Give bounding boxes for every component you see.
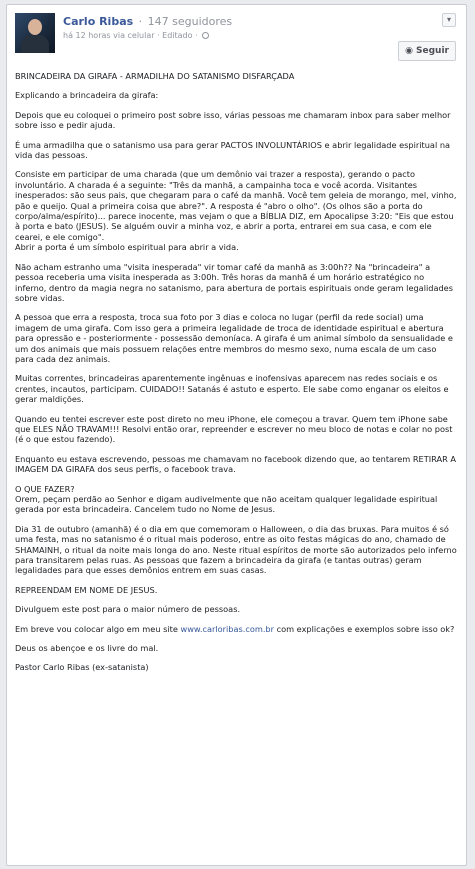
site-link[interactable]: www.carloribas.com.br — [180, 623, 274, 634]
post-title: BRINCADEIRA DA GIRAFA - ARMADILHA DO SATANISMO DISFARÇADA — [15, 71, 295, 81]
rss-icon: ◉ — [405, 46, 414, 56]
post-paragraph: É uma armadilha que o satanismo usa para gerar PACTOS INVOLUNTÁRIOS e abrir legalidade espiritual na vida das pessoas. — [15, 139, 451, 161]
post-text: Orem, peçam perdão ao Senhor e digam audivelmente que não aceitam qualquer legalidade espiritual gerada por esta brincadeira. Cancelem tudo no Nome de Jesus. — [15, 494, 438, 515]
avatar-head — [28, 19, 42, 35]
avatar-body — [21, 35, 49, 53]
post-paragraph: Enquanto eu estava escrevendo, pessoas me chamavam no facebook dizendo que, ao tentarem RETIRAR A IMAGEM DA GIRAFA dos seus perfis, o facebook trava. — [15, 453, 456, 475]
post-paragraph: Não acham estranho uma "visita inesperada" vir tomar café da manhã as 3:00h?? Na "brincadeira" a pessoa receberia uma visita inesperada as 3:00h. Três horas da manhã é um horário estratégico no inferno, dentro da magia negra no satanismo, para abertura de portais espirituais onde geram legalidades sobre vidas. — [15, 261, 453, 303]
post-card — [6, 4, 467, 866]
post-text: Consiste em participar de uma charada (que um demônio vai trazer a resposta), gerando o pacto involuntário. A charada é a seguinte: "Três da manhã, a campainha toca e você acorda. Visitantes inesperados: são seus pais, que chegaram para o café da manhã. Você tem geleia de morango, mel, vinho, pão e queijo. Qual a primeira coisa que abre?". A resposta é "abro o olho". (Os olhos são a porta do corpo/alma/espírito)... parece inocente, mas vejam o que a BÍBLIA DIZ, em Apocalipse 3:20: "Eis que estou à porta e bato (JESUS). Se alguém ouvir a minha voz, e abrir a porta, entrarei em sua casa, e com ele cearei, e ele comigo". — [15, 169, 457, 242]
follower-count[interactable]: 147 seguidores — [147, 15, 233, 28]
post-paragraph: Muitas correntes, brincadeiras aparentemente ingênuas e inofensivas aparecem nas redes sociais e os crentes, incautos, participam. CUIDADO!! Satanás é astuto e esperto. Ele sabe como enganar os eleitos e gerar maldições. — [15, 373, 449, 405]
chevron-down-icon[interactable]: ▾ — [442, 13, 456, 27]
post-text: Abrir a porta é um símbolo espiritual para abrir a vida. — [15, 242, 239, 253]
follow-label: Seguir — [416, 46, 449, 56]
post-paragraph — [15, 169, 457, 252]
post-paragraph: Deus os abençoe e os livre do mal. — [15, 643, 159, 654]
post-text: Em breve vou colocar algo em meu site — [15, 623, 181, 634]
author-name[interactable]: Carlo Ribas — [63, 15, 134, 28]
post-meta — [63, 31, 209, 40]
post-body — [15, 71, 457, 682]
post-paragraph: Divulguem este post para o maior número de pessoas. — [15, 604, 241, 615]
post-paragraph: Explicando a brincadeira da girafa: — [15, 90, 159, 101]
follow-button[interactable] — [398, 41, 456, 61]
post-paragraph: Dia 31 de outubro (amanhã) é o dia em que comemoram o Halloween, o dia das bruxas. Para muitos é só uma festa, mas no satanismo é o ritual mais poderoso, entre as oito festas mágicas do ano, chamado de SHAMAINH, o ritual da noite mais longa do ano. Neste ritual espíritos de morte são autorizados pelo inferno para transitarem pelas ruas. As pessoas que fazem a brincadeira da girafa (e tantas outras) geram legalidades para que esses demônios entrem em suas casas. — [15, 523, 457, 576]
post-text: O QUE FAZER? — [15, 483, 75, 494]
post-signature: Pastor Carlo Ribas (ex-satanista) — [15, 662, 149, 673]
post-text: com explicações e exemplos sobre isso ok? — [273, 623, 455, 634]
post-paragraph — [15, 484, 457, 515]
post-paragraph: A pessoa que erra a resposta, troca sua foto por 3 dias e coloca no lugar (perfil da rede social) uma imagem de uma girafa. Com isso gera a primeira legalidade de troca de identidade espiritual e abertura para opressão e - posteriormente - possessão demoníaca. A girafa é um animal símbolo da sensualidade e um dos animais que mais possuem relações entre membros do mesmo sexo, numa escala de um caso para cada dez animais. — [15, 312, 453, 364]
post-paragraph: Depois que eu coloquei o primeiro post sobre isso, várias pessoas me chamaram inbox para saber melhor sobre isso e pedir ajuda. — [15, 109, 451, 131]
post-paragraph: REPREENDAM EM NOME DE JESUS. — [15, 584, 158, 595]
post-timestamp[interactable]: há 12 horas via celular · Editado · — [63, 31, 198, 40]
globe-icon — [202, 32, 209, 39]
post-paragraph: Quando eu tentei escrever este post direto no meu iPhone, ele começou a travar. Quem tem iPhone sabe que ELES NÃO TRAVAM!!! Resolvi então orar, repreender e escrever no meu bloco de notas e colar no post (é o que estou fazendo). — [15, 413, 453, 445]
avatar[interactable] — [15, 13, 55, 53]
author-line — [63, 15, 232, 28]
post-header — [15, 13, 458, 61]
post-paragraph — [15, 624, 457, 634]
separator-dot: · — [138, 15, 143, 28]
